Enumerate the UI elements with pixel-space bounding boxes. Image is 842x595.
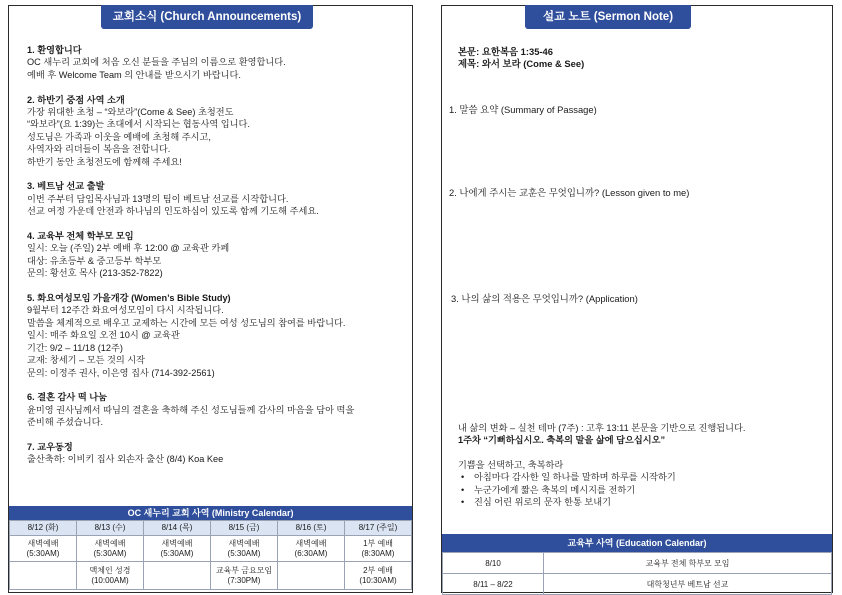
calendar-cell: [345, 536, 412, 562]
event-time: (5:30AM): [227, 548, 261, 558]
event-time: (10:30AM): [359, 575, 397, 585]
section-line: “와보라”(요 1:39)는 초대에서 시작되는 협동사역 입니다.: [27, 119, 250, 130]
section-line: 문의: 황선호 목사 (213-352-7822): [27, 268, 163, 279]
section-line: 사역자와 리더들이 복음을 전합니다.: [27, 144, 171, 155]
ministry-calendar-table: [9, 520, 412, 590]
education-event: 대학청년부 베트남 선교: [544, 574, 832, 595]
section-title: 7. 교우동정: [27, 441, 73, 452]
section-line: 일시: 매주 화요일 오전 10시 @ 교육관: [27, 330, 180, 341]
announcement-section: [27, 44, 406, 81]
event-name: 1부 예배: [363, 538, 393, 548]
announcements-panel: [8, 5, 413, 593]
calendar-cell: [278, 562, 345, 590]
section-line: 문의: 이정주 권사, 이은영 집사 (714-392-2561): [27, 367, 215, 378]
section-line: 9월부터 12주간 화요여성모임이 다시 시작됩니다.: [27, 305, 224, 316]
question-lesson: 2. 나에게 주시는 교훈은 무엇입니까? (Lesson given to me): [449, 187, 690, 198]
question-summary: 1. 말씀 요약 (Summary of Passage): [449, 104, 597, 115]
calendar-cell: [77, 562, 144, 590]
section-title: 2. 하반기 중점 사역 소개: [27, 94, 125, 105]
event-time: (8:30AM): [361, 548, 395, 558]
calendar-cell: [211, 536, 278, 562]
section-line: 기간: 9/2 – 11/18 (12주): [27, 342, 123, 353]
event-name: 교육부 금요모임: [215, 565, 273, 575]
event-name: 맥체인 성경: [89, 565, 131, 575]
section-line: 이번 주부터 담임목사님과 13명의 팀이 베트남 선교를 시작합니다.: [27, 193, 289, 204]
event-time: (5:30AM): [93, 548, 127, 558]
practice-section: [458, 422, 824, 508]
calendar-days-row: [10, 521, 412, 536]
section-line: 성도님은 가족과 이웃을 예배에 초청해 주시고,: [27, 131, 211, 142]
calendar-cell: [10, 562, 77, 590]
announcement-section: [27, 94, 406, 168]
event-name: 2부 예배: [363, 565, 393, 575]
education-row: [443, 574, 832, 595]
announcement-section: [27, 391, 406, 428]
calendar-cell: [10, 536, 77, 562]
education-row: [443, 553, 832, 574]
practice-title: 기쁨을 선택하고, 축복하라: [458, 459, 564, 470]
calendar-cell: [278, 536, 345, 562]
announcements-header: 교회소식 (Church Announcements): [101, 5, 313, 29]
calendar-day: 8/17 (주일): [345, 521, 412, 536]
calendar-day: 8/16 (토): [278, 521, 345, 536]
section-line: OC 새누리 교회에 처음 오신 분들을 주님의 이름으로 환영합니다.: [27, 57, 286, 68]
education-date: 8/11 – 8/22: [443, 574, 544, 595]
sermon-note-panel: [441, 5, 833, 593]
theme-line: 내 삶의 변화 – 실천 테마 (7주) : 고후 13:11 본문을 기반으로 진행됩니다.: [458, 423, 746, 433]
calendar-day: 8/12 (화): [10, 521, 77, 536]
calendar-cell: [144, 536, 211, 562]
education-date: 8/10: [443, 553, 544, 574]
education-calendar-header: 교육부 사역 (Education Calendar): [442, 534, 832, 552]
section-title: 4. 교육부 전체 학부모 모임: [27, 231, 134, 242]
calendar-day: 8/15 (금): [211, 521, 278, 536]
sermon-header: 설교 노트 (Sermon Note): [525, 5, 691, 29]
education-calendar-table: [442, 552, 832, 595]
event-time: (10:00AM): [91, 575, 129, 585]
section-line: 예배 후 Welcome Team 의 안내를 받으시기 바랍니다.: [27, 69, 241, 80]
section-line: 대상: 유초등부 & 중고등부 학부모: [27, 255, 162, 266]
section-line: 준비해 주셨습니다.: [27, 417, 104, 428]
section-title: 5. 화요여성모임 가을개강 (Women’s Bible Study): [27, 293, 231, 304]
calendar-row: [10, 536, 412, 562]
announcement-section: [27, 292, 406, 379]
sermon-passage: 본문: 요한복음 1:35-46: [458, 46, 553, 57]
section-line: 선교 여정 가운데 안전과 하나님의 인도하심이 있도록 함께 기도해 주세요.: [27, 206, 319, 217]
section-line: 일시: 오늘 (주일) 2부 예배 후 12:00 @ 교육관 카페: [27, 243, 230, 254]
section-title: 6. 결혼 감사 떡 나눔: [27, 392, 107, 403]
calendar-cell: [211, 562, 278, 590]
calendar-row: [10, 562, 412, 590]
practice-item: • 누군가에게 짧은 축복의 메시지를 전하기: [474, 484, 824, 496]
section-line: 말씀을 체계적으로 배우고 교제하는 시간에 모든 여성 성도님의 참여를 바랍니다.: [27, 317, 346, 328]
announcement-section: [27, 180, 406, 217]
section-line: 교재: 창세기 – 모든 것의 시작: [27, 355, 146, 366]
event-time: (7:30PM): [227, 575, 261, 585]
practice-item: • 진심 어린 위로의 문자 한통 보내기: [474, 496, 824, 508]
calendar-cell: [77, 536, 144, 562]
calendar-day: 8/14 (목): [144, 521, 211, 536]
education-event: 교육부 전체 학부모 모임: [544, 553, 832, 574]
calendar-day: 8/13 (수): [77, 521, 144, 536]
section-line: 윤미영 권사님께서 따님의 결혼을 축하해 주신 성도님들께 감사의 마음을 담아 떡을: [27, 404, 355, 415]
theme-week: 1주차 “기뻐하십시오. 축복의 말을 삶에 담으십시오”: [458, 435, 666, 446]
section-title: 3. 베트남 선교 출발: [27, 181, 105, 192]
calendar-cell: [144, 562, 211, 590]
event-name: 새벽예배: [27, 538, 59, 548]
event-time: (5:30AM): [160, 548, 194, 558]
announcement-sections: [27, 44, 406, 478]
event-time: (5:30AM): [26, 548, 60, 558]
announcement-section: [27, 230, 406, 280]
section-line: 출산축하: 이비키 집사 외손자 출산 (8/4) Koa Kee: [27, 454, 224, 465]
event-name: 새벽예배: [161, 538, 193, 548]
calendar-cell: [345, 562, 412, 590]
practice-list: [458, 471, 824, 508]
event-time: (6:30AM): [294, 548, 328, 558]
sermon-meta: [458, 46, 584, 71]
announcement-section: [27, 441, 406, 466]
section-title: 1. 환영합니다: [27, 45, 82, 55]
question-application: 3. 나의 삶의 적용은 무엇입니까? (Application): [451, 293, 638, 304]
event-name: 새벽예배: [295, 538, 327, 548]
event-name: 새벽예배: [94, 538, 126, 548]
ministry-calendar-header: OC 새누리 교회 사역 (Ministry Calendar): [9, 506, 412, 520]
event-name: 새벽예배: [228, 538, 260, 548]
sermon-title: 제목: 와서 보라 (Come & See): [458, 58, 585, 70]
section-line: 하반기 동안 초청전도에 함께해 주세요!: [27, 156, 182, 167]
section-line: 가장 위대한 초청 – “와보라”(Come & See) 초청전도: [27, 107, 234, 118]
practice-item: • 아침마다 감사한 일 하나를 말하며 하루를 시작하기: [474, 471, 824, 483]
